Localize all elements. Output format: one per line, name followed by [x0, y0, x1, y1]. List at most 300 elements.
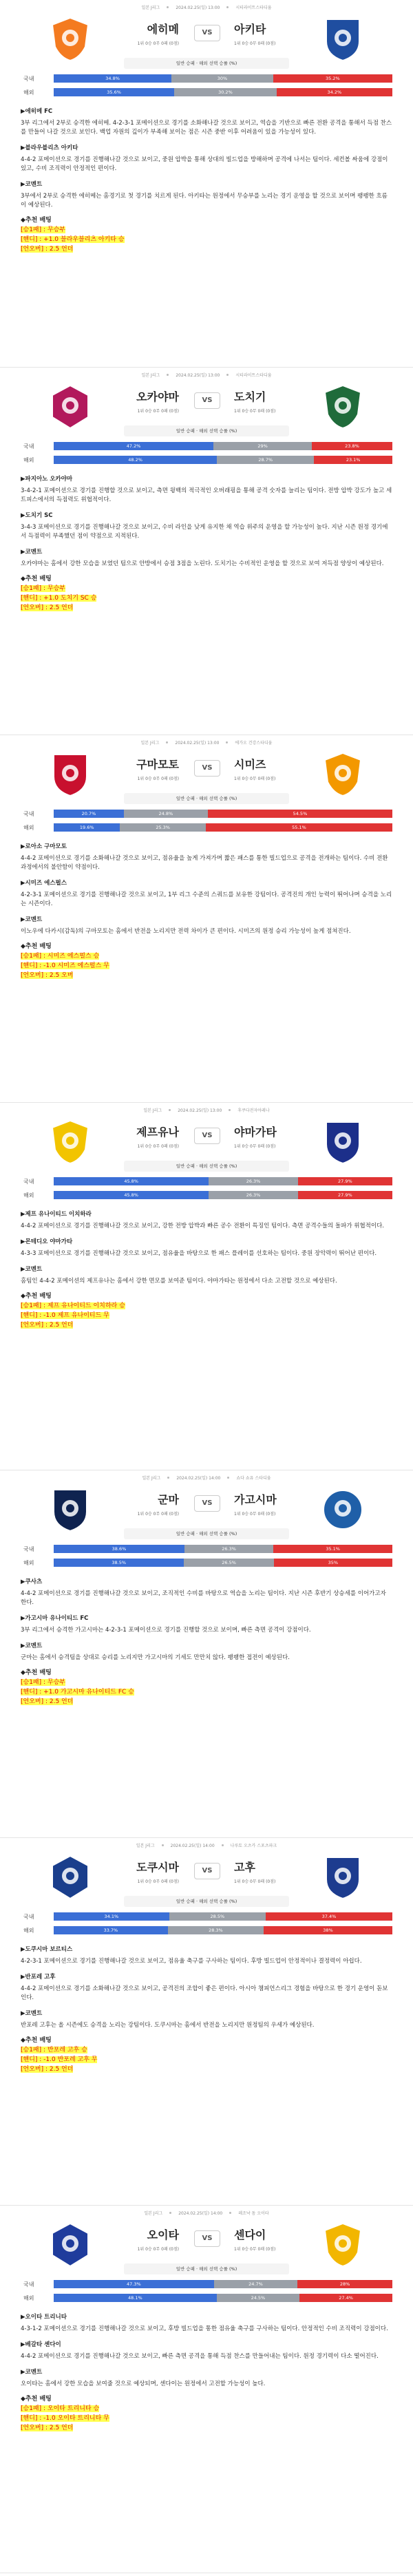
section-title: ▶시미즈 에스펄스	[21, 880, 67, 887]
pick-value: -1.0 오이타 트리니타 무	[43, 2415, 109, 2422]
pick-highlight	[21, 962, 109, 969]
match-card	[0, 368, 413, 735]
odds-tab[interactable]: 일반 승패 · 해외 선택 승률 (%)	[124, 2263, 289, 2274]
odds-row-label: 국내	[23, 810, 34, 817]
away-win-segment: 23.8%	[312, 442, 392, 450]
away-team-logo-icon	[322, 1486, 363, 1534]
teams-block	[0, 381, 413, 441]
separator-dot	[226, 741, 228, 743]
teams-block	[0, 1117, 413, 1176]
odds-row	[21, 1925, 392, 1936]
odds-bar	[54, 1177, 392, 1185]
draw-segment: 28.3%	[168, 1926, 264, 1934]
home-team-logo-icon	[50, 1853, 91, 1901]
match-card	[0, 1103, 413, 1470]
odds-row-label: 국내	[23, 443, 34, 450]
match-header	[0, 1103, 413, 1117]
odds-bar	[54, 810, 392, 818]
pick-value: 2.5 언더	[49, 246, 74, 253]
odds-bar	[54, 1559, 392, 1567]
pick-value: 2.5 언더	[49, 1322, 74, 1329]
recommended-picks	[21, 574, 392, 613]
pick-line	[21, 2055, 392, 2065]
pick-highlight	[21, 1689, 134, 1696]
analysis-body	[21, 2313, 392, 2433]
match-card	[0, 2206, 413, 2573]
match-card	[0, 1470, 413, 1838]
section-title: ▶코멘트	[21, 2010, 43, 2017]
pick-key: [승1패] :	[21, 226, 47, 233]
odds-row	[21, 822, 392, 833]
away-team-name[interactable]: 가고시마	[234, 1493, 277, 1506]
away-team-record: 1위 0승 0무 0패 (0점)	[234, 2247, 276, 2252]
pick-value: -1.0 제프 유나이티드 무	[43, 1312, 109, 1319]
home-team-logo-icon	[50, 1486, 91, 1534]
match-card	[0, 735, 413, 1103]
separator-dot	[229, 1109, 231, 1111]
odds-rows	[21, 73, 392, 98]
home-win-segment: 45.8%	[54, 1191, 209, 1199]
pick-key: [언오버] :	[21, 2425, 50, 2431]
vs-badge: VS	[194, 25, 220, 41]
section-text: 3-4-3 포메이션으로 경기를 진행해나갈 것으로 보이고, 수비 라인을 낮게 유지한 채 역습 위주의 운영을 할 가능성이 높다. 지난 시즌 원정 경기에서 득점력이 부족했던 점이 약점으로 지적된다.	[21, 524, 388, 540]
match-header	[0, 735, 413, 749]
pick-value: -1.0 시미즈 에스펄스 무	[43, 962, 109, 969]
match-venue: 에가오 건강스타디움	[235, 740, 273, 746]
odds-row	[21, 808, 392, 819]
recommended-picks	[21, 942, 392, 980]
analysis-body	[21, 1945, 392, 2074]
pick-value: +1.0 블라우블리츠 아키타 승	[43, 236, 125, 243]
odds-bar	[54, 823, 392, 832]
draw-segment: 30%	[171, 74, 273, 83]
pick-title: ◆추천 배팅	[21, 1293, 52, 1300]
match-card	[0, 1838, 413, 2206]
match-date: 2024.02.25(일) 14:00	[176, 1475, 221, 1481]
section-text: 군마는 홈에서 승격팀을 상대로 승리를 노리지만 가고시마의 기세도 만만치 않다. 팽팽한 접전이 예상된다.	[21, 1654, 290, 1661]
away-team-logo-icon	[322, 15, 363, 63]
pick-title: ◆추천 배팅	[21, 1669, 52, 1676]
away-team-name[interactable]: 야마가타	[234, 1126, 277, 1139]
odds-rows	[21, 2279, 392, 2303]
separator-dot	[166, 741, 168, 743]
pick-highlight	[21, 1679, 65, 1686]
vs-badge: VS	[194, 2230, 220, 2247]
recommended-picks	[21, 1668, 392, 1707]
section-title: ▶코멘트	[21, 1266, 43, 1273]
away-team-record: 1위 0승 0무 0패 (0점)	[234, 1879, 276, 1884]
match-date: 2024.02.25(일) 14:00	[178, 2210, 223, 2216]
odds-row-label: 국내	[23, 1178, 34, 1185]
section-text: 4-4-2 포메이션으로 경기를 진행해나갈 것으로 보이고, 중원 압박을 통해 상대의 빌드업을 방해하며 공격에 나서는 팀이다. 세컨볼 싸움에 강점이 있고, 수비 조직력이 안정적인 편이다.	[21, 156, 388, 172]
pick-key: [언오버] :	[21, 604, 50, 611]
separator-dot	[226, 374, 229, 376]
pick-key: [핸디] :	[21, 962, 44, 969]
odds-row-label: 해외	[23, 1927, 34, 1934]
section-text: 3-4-2-1 포메이션으로 경기를 진행할 것으로 보이고, 측면 윙백의 적극적인 오버래핑을 통해 공격 숫자를 늘리는 팀이다. 전방 압박 강도가 높고 세트피스에서의 득점력도 위협적이다.	[21, 487, 392, 503]
away-team-logo-icon	[322, 1853, 363, 1901]
match-header	[0, 368, 413, 381]
away-team-name[interactable]: 시미즈	[234, 758, 266, 771]
odds-bar	[54, 456, 392, 464]
odds-row-label: 국내	[23, 75, 34, 82]
pick-highlight	[21, 1698, 73, 1705]
away-win-segment: 38%	[264, 1926, 392, 1934]
home-team-logo-icon	[50, 383, 91, 431]
pick-title: ◆추천 배팅	[21, 2037, 52, 2044]
odds-row-label: 해외	[23, 1559, 34, 1566]
pick-highlight	[21, 585, 65, 592]
odds-row	[21, 2292, 392, 2303]
pick-key: [언오버] :	[21, 246, 50, 253]
home-win-segment: 47.3%	[54, 2280, 214, 2288]
home-team-record: 1위 0승 0무 0패 (0점)	[137, 2247, 179, 2252]
section-title: ▶반포레 고후	[21, 1974, 56, 1981]
away-team-name[interactable]: 센다이	[234, 2228, 266, 2241]
pick-key: [승1패] :	[21, 2047, 47, 2054]
pick-key: [승1패] :	[21, 1679, 47, 1686]
away-team-logo-icon	[322, 750, 363, 799]
pick-line	[21, 971, 392, 980]
section-text: 4-4-2 포메이션으로 경기를 소화해나갈 것으로 보이고, 점유율을 높게 가져가며 짧은 패스를 통한 빌드업으로 공격을 전개하는 팀이다. 수비 전환 과정에서의 불안함이 약점이다.	[21, 855, 388, 871]
pick-key: [언오버] :	[21, 1322, 50, 1329]
section-title: ▶코멘트	[21, 1643, 43, 1649]
league-name: 일본 J리그	[141, 5, 160, 10]
pick-value: 무승부	[47, 585, 65, 592]
pick-line	[21, 244, 392, 254]
draw-segment: 24.7%	[214, 2280, 298, 2288]
recommended-picks	[21, 215, 392, 254]
odds-bar	[54, 2294, 392, 2302]
pick-line	[21, 225, 392, 235]
away-win-segment: 37.4%	[266, 1912, 392, 1921]
draw-segment: 25.3%	[120, 823, 205, 832]
away-team-record: 1위 0승 0무 0패 (0점)	[234, 1512, 276, 1517]
draw-segment: 28.5%	[169, 1912, 266, 1921]
odds-row	[21, 1190, 392, 1201]
odds-row-label: 해외	[23, 1192, 34, 1199]
pick-line	[21, 951, 392, 961]
home-team-record: 1위 0승 0무 0패 (0점)	[137, 41, 179, 46]
odds-tab[interactable]: 일반 승패 · 해외 선택 승률 (%)	[124, 793, 289, 804]
pick-value: 시미즈 에스펄스 승	[47, 953, 100, 960]
away-team-record: 1위 0승 0무 0패 (0점)	[234, 41, 276, 46]
section-text: 3부 리그에서 승격한 가고시마는 4-2-3-1 포메이션으로 경기를 진행할 것으로 보이며, 빠른 측면 공격이 강점이다.	[21, 1627, 311, 1634]
league-name: 일본 J리그	[141, 372, 160, 378]
home-team-name[interactable]: 오이타	[147, 2228, 179, 2241]
section-title: ▶파지아노 오카야마	[21, 476, 73, 483]
match-venue: 후쿠다전자아레나	[237, 1108, 270, 1113]
section-text: 3부에서 2부로 승격한 에히메는 홈경기로 첫 경기를 치르게 된다. 아키타는 원정에서 무승부를 노리는 경기 운영을 할 것으로 보이며 팽팽한 흐름이 예상된다.	[21, 193, 388, 209]
section-title: ▶코멘트	[21, 181, 43, 188]
teams-block	[0, 2219, 413, 2279]
odds-tab[interactable]: 일반 승패 · 해외 선택 승률 (%)	[124, 1528, 289, 1539]
home-win-segment: 48.2%	[54, 456, 217, 464]
pick-value: -1.0 반포레 고후 무	[43, 2056, 98, 2063]
match-venue: 레조낙 돔 오이타	[238, 2210, 269, 2216]
pick-line	[21, 235, 392, 244]
section-text: 3부 리그에서 2부로 승격한 에히메. 4-2-3-1 포메이션으로 경기를 소화해나갈 것으로 보이고, 역습을 기반으로 빠른 전환 공격을 통해서 득점 찬스를 만들어 나갈 것으로 보인다. 백업 자원의 깊이가 부족해 보이는 점은 시즌 중반 이후 어려움이 있을 가능성이 있다.	[21, 120, 392, 136]
pick-highlight	[21, 2066, 73, 2073]
recommended-picks	[21, 2394, 392, 2433]
away-win-segment: 27.4%	[299, 2294, 392, 2302]
pick-value: 2.5 언더	[49, 2066, 74, 2073]
separator-dot	[226, 6, 229, 8]
section-text: 4-4-2 포메이션으로 경기를 진행해나갈 것으로 보이고, 조직적인 수비를 바탕으로 역습을 노리는 팀이다. 지난 시즌 후반기 상승세를 이어가고자 한다.	[21, 1590, 386, 1606]
pick-value: +1.0 가고시마 유나이티드 FC 승	[43, 1689, 134, 1696]
separator-dot	[227, 1477, 229, 1479]
away-win-segment: 35%	[274, 1559, 392, 1567]
section-text: 4-4-2 포메이션으로 경기를 진행해나갈 것으로 보이고, 강한 전방 압박과 빠른 공수 전환이 특징인 팀이다. 측면 공격수들의 돌파가 위협적이다.	[21, 1223, 385, 1229]
vs-badge: VS	[194, 760, 220, 777]
pick-highlight	[21, 246, 73, 253]
section-title: ▶오이타 트리니타	[21, 2314, 67, 2321]
league-name: 일본 J리그	[142, 1475, 161, 1481]
home-team-record: 1위 0승 0무 0패 (0점)	[137, 409, 179, 414]
league-name: 일본 J리그	[140, 740, 160, 746]
pick-line	[21, 1311, 392, 1320]
pick-key: [언오버] :	[21, 972, 50, 979]
home-team-name[interactable]: 도쿠시마	[136, 1861, 179, 1874]
section-text: 오이타는 홈에서 강한 모습을 보여줄 것으로 예상되며, 센다이는 원정에서 고전할 가능성이 높다.	[21, 2380, 266, 2387]
away-team-logo-icon	[322, 1118, 363, 1166]
pick-key: [핸디] :	[21, 2415, 44, 2422]
pick-line	[21, 2414, 392, 2423]
home-team-name[interactable]: 에히메	[147, 23, 179, 36]
analysis-body	[21, 475, 392, 613]
separator-dot	[229, 2212, 231, 2214]
pick-key: [승1패] :	[21, 585, 47, 592]
home-team-name[interactable]: 군마	[158, 1493, 179, 1506]
home-win-segment: 47.2%	[54, 442, 213, 450]
pick-value: 2.5 언더	[49, 1698, 74, 1705]
section-title: ▶코멘트	[21, 2369, 43, 2376]
section-title: ▶코멘트	[21, 916, 43, 923]
pick-value: 2.5 언더	[49, 2425, 74, 2431]
draw-segment: 24.8%	[124, 810, 208, 818]
away-team-record: 1위 0승 0무 0패 (0점)	[234, 777, 276, 781]
pick-highlight	[21, 1312, 109, 1319]
pick-line	[21, 1301, 392, 1311]
separator-dot	[167, 6, 169, 8]
match-card	[0, 0, 413, 368]
pick-key: [핸디] :	[21, 1689, 44, 1696]
odds-bar	[54, 1191, 392, 1199]
section-title: ▶로아소 구마모토	[21, 843, 67, 850]
home-team-logo-icon	[50, 15, 91, 63]
odds-tab[interactable]: 일반 승패 · 해외 선택 승률 (%)	[124, 58, 289, 69]
odds-row-label: 해외	[23, 456, 34, 463]
section-text: 4-2-3-1 포메이션으로 경기를 진행해나갈 것으로 보이고, 1부 리그 수준의 스쿼드를 보유한 강팀이다. 공격진의 개인 능력이 뛰어나며 승격을 노리는 시즌이다.	[21, 891, 392, 907]
home-win-segment: 20.7%	[54, 810, 124, 818]
draw-segment: 26.3%	[209, 1177, 297, 1185]
pick-key: [핸디] :	[21, 236, 44, 243]
odds-bar	[54, 442, 392, 450]
odds-row-label: 해외	[23, 89, 34, 96]
pick-title: ◆추천 배팅	[21, 576, 52, 582]
teams-block	[0, 14, 413, 73]
pick-highlight	[21, 953, 99, 960]
draw-segment: 28.7%	[217, 456, 314, 464]
separator-dot	[222, 1844, 224, 1846]
separator-dot	[167, 1477, 169, 1479]
pick-highlight	[21, 1322, 73, 1329]
section-text: 4-2-3-1 포메이션으로 경기를 진행해나갈 것으로 보이고, 점유율 축구를 구사하는 팀이다. 후방 빌드업이 안정적이나 결정력이 아쉽다.	[21, 1958, 362, 1965]
pick-key: [언오버] :	[21, 2066, 50, 2073]
pick-highlight	[21, 2047, 87, 2054]
odds-tab[interactable]: 일반 승패 · 해외 선택 승률 (%)	[124, 1161, 289, 1172]
home-win-segment: 35.6%	[54, 88, 174, 96]
section-text: 4-4-2 포메이션으로 경기를 소화해나갈 것으로 보이고, 공격진의 조합이 좋은 편이다. 아시아 챔피언스리그 경험을 바탕으로 한 경기 운영이 돋보인다.	[21, 1985, 388, 2001]
odds-row-label: 해외	[23, 824, 34, 831]
pick-highlight	[21, 604, 73, 611]
away-win-segment: 54.5%	[208, 810, 392, 818]
home-win-segment: 45.8%	[54, 1177, 209, 1185]
match-date: 2024.02.25(일) 13:00	[175, 740, 220, 746]
league-name: 일본 J리그	[143, 1108, 162, 1113]
away-team-name[interactable]: 도치기	[234, 390, 266, 403]
pick-highlight	[21, 2056, 97, 2063]
section-title: ▶도쿠시마 보르티스	[21, 1946, 73, 1953]
home-team-logo-icon	[50, 2221, 91, 2269]
odds-bar	[54, 1912, 392, 1921]
league-name: 일본 J리그	[144, 2210, 163, 2216]
away-win-segment: 28%	[297, 2280, 392, 2288]
section-title: ▶도치기 SC	[21, 512, 53, 519]
away-win-segment: 23.1%	[314, 456, 392, 464]
home-win-segment: 34.1%	[54, 1912, 169, 1921]
odds-row	[21, 1543, 392, 1554]
away-team-name[interactable]: 아키타	[234, 23, 266, 36]
away-win-segment: 35.1%	[273, 1545, 392, 1553]
draw-segment: 26.3%	[184, 1545, 273, 1553]
pick-line	[21, 603, 392, 613]
pick-line	[21, 961, 392, 971]
home-team-record: 1위 0승 0무 0패 (0점)	[137, 1879, 179, 1884]
away-team-record: 1위 0승 0무 0패 (0점)	[234, 1144, 276, 1149]
odds-row	[21, 87, 392, 98]
section-title: ▶가고시마 유나이티드 FC	[21, 1615, 89, 1622]
separator-dot	[162, 1844, 164, 1846]
home-team-record: 1위 0승 0무 0패 (0점)	[137, 1512, 179, 1517]
odds-row-label: 국내	[23, 2281, 34, 2288]
odds-tab[interactable]: 일반 승패 · 해외 선택 승률 (%)	[124, 425, 289, 436]
pick-key: [핸디] :	[21, 1312, 44, 1319]
pick-key: [핸디] :	[21, 2056, 44, 2063]
odds-row-label: 국내	[23, 1913, 34, 1920]
teams-block	[0, 1484, 413, 1543]
pick-line	[21, 593, 392, 603]
home-team-logo-icon	[50, 1118, 91, 1166]
away-team-logo-icon	[322, 383, 363, 431]
draw-segment: 26.5%	[184, 1559, 273, 1567]
draw-segment: 29%	[213, 442, 312, 450]
section-title: ▶에히메 FC	[21, 108, 53, 115]
pick-value: 제프 유나이티드 이치하라 승	[47, 1302, 125, 1309]
match-date: 2024.02.25(일) 13:00	[176, 372, 220, 378]
pick-line	[21, 2423, 392, 2433]
match-header	[0, 2206, 413, 2219]
home-team-name[interactable]: 구마모토	[136, 758, 179, 771]
analysis-body	[21, 843, 392, 980]
home-win-segment: 34.8%	[54, 74, 171, 83]
section-text: 반포레 고후는 올 시즌에도 승격을 노리는 강팀이다. 도쿠시마는 홈에서 반전을 노리지만 원정팀의 우세가 예상된다.	[21, 2022, 315, 2029]
recommended-picks	[21, 2036, 392, 2074]
separator-dot	[169, 2212, 171, 2214]
pick-value: 2.5 언더	[49, 604, 74, 611]
odds-row-label: 국내	[23, 1545, 34, 1552]
odds-bar	[54, 88, 392, 96]
section-title: ▶베갈타 센다이	[21, 2341, 61, 2348]
section-text: 4-4-2 포메이션으로 경기를 진행해나갈 것으로 보이고, 빠른 측면 공격을 통해 득점 찬스를 만들어내는 팀이다. 원정 경기력이 다소 떨어진다.	[21, 2353, 379, 2360]
odds-rows	[21, 1911, 392, 1936]
away-team-name[interactable]: 고후	[234, 1861, 255, 1874]
match-date: 2024.02.25(일) 13:00	[176, 5, 220, 10]
home-win-segment: 38.6%	[54, 1545, 184, 1553]
pick-line	[21, 2404, 392, 2414]
pick-value: 오이타 트리니타 승	[47, 2405, 100, 2412]
pick-line	[21, 1678, 392, 1687]
pick-highlight	[21, 2415, 109, 2422]
home-win-segment: 38.5%	[54, 1559, 184, 1567]
pick-highlight	[21, 226, 65, 233]
pick-line	[21, 1687, 392, 1697]
pick-value: +1.0 도치기 SC 승	[43, 595, 97, 602]
analysis-body	[21, 107, 392, 254]
league-name: 일본 J리그	[136, 1843, 155, 1848]
home-team-logo-icon	[50, 750, 91, 799]
odds-rows	[21, 1543, 392, 1568]
pick-value: 무승부	[47, 226, 65, 233]
section-title: ▶코멘트	[21, 549, 43, 556]
pick-title: ◆추천 배팅	[21, 217, 52, 224]
teams-block	[0, 749, 413, 808]
section-title: ▶쿠사츠	[21, 1579, 43, 1585]
home-win-segment: 19.6%	[54, 823, 120, 832]
home-win-segment: 33.7%	[54, 1926, 168, 1934]
odds-row-label: 해외	[23, 2294, 34, 2301]
pick-line	[21, 584, 392, 593]
section-text: 이노우에 다카시(감독)의 구마모토는 홈에서 반전을 노리지만 전력 차이가 큰 편이다. 시미즈의 원정 승리 가능성이 높게 점쳐진다.	[21, 928, 351, 935]
away-win-segment: 27.9%	[298, 1177, 392, 1185]
odds-tab[interactable]: 일반 승패 · 해외 선택 승률 (%)	[124, 1896, 289, 1907]
analysis-body	[21, 1578, 392, 1707]
pick-highlight	[21, 2425, 73, 2431]
pick-key: [언오버] :	[21, 1698, 50, 1705]
match-venue: 시티라이트스타디움	[235, 372, 272, 378]
odds-row	[21, 441, 392, 452]
home-team-record: 1위 0승 0무 0패 (0점)	[137, 777, 179, 781]
pick-title: ◆추천 배팅	[21, 2396, 52, 2403]
home-team-name[interactable]: 제프유나	[136, 1126, 179, 1139]
section-text: 홈팀인 4-4-2 포메이션의 제프유나는 홈에서 강한 면모를 보여준 팀이다. 야마가타는 원정에서 다소 고전할 것으로 예상된다.	[21, 1278, 337, 1285]
away-win-segment: 55.1%	[206, 823, 392, 832]
home-win-segment: 48.1%	[54, 2294, 217, 2302]
odds-row	[21, 73, 392, 84]
match-header	[0, 1838, 413, 1852]
draw-segment: 30.2%	[174, 88, 277, 96]
odds-row	[21, 1911, 392, 1922]
section-title: ▶제프 유나이티드 이치하라	[21, 1211, 92, 1218]
pick-highlight	[21, 1302, 125, 1309]
odds-bar	[54, 74, 392, 83]
pick-key: [승1패] :	[21, 1302, 47, 1309]
pick-highlight	[21, 236, 125, 243]
pick-key: [승1패] :	[21, 2405, 47, 2412]
pick-title: ◆추천 배팅	[21, 943, 52, 950]
away-win-segment: 35.2%	[273, 74, 392, 83]
home-team-name[interactable]: 오카야마	[136, 390, 179, 403]
